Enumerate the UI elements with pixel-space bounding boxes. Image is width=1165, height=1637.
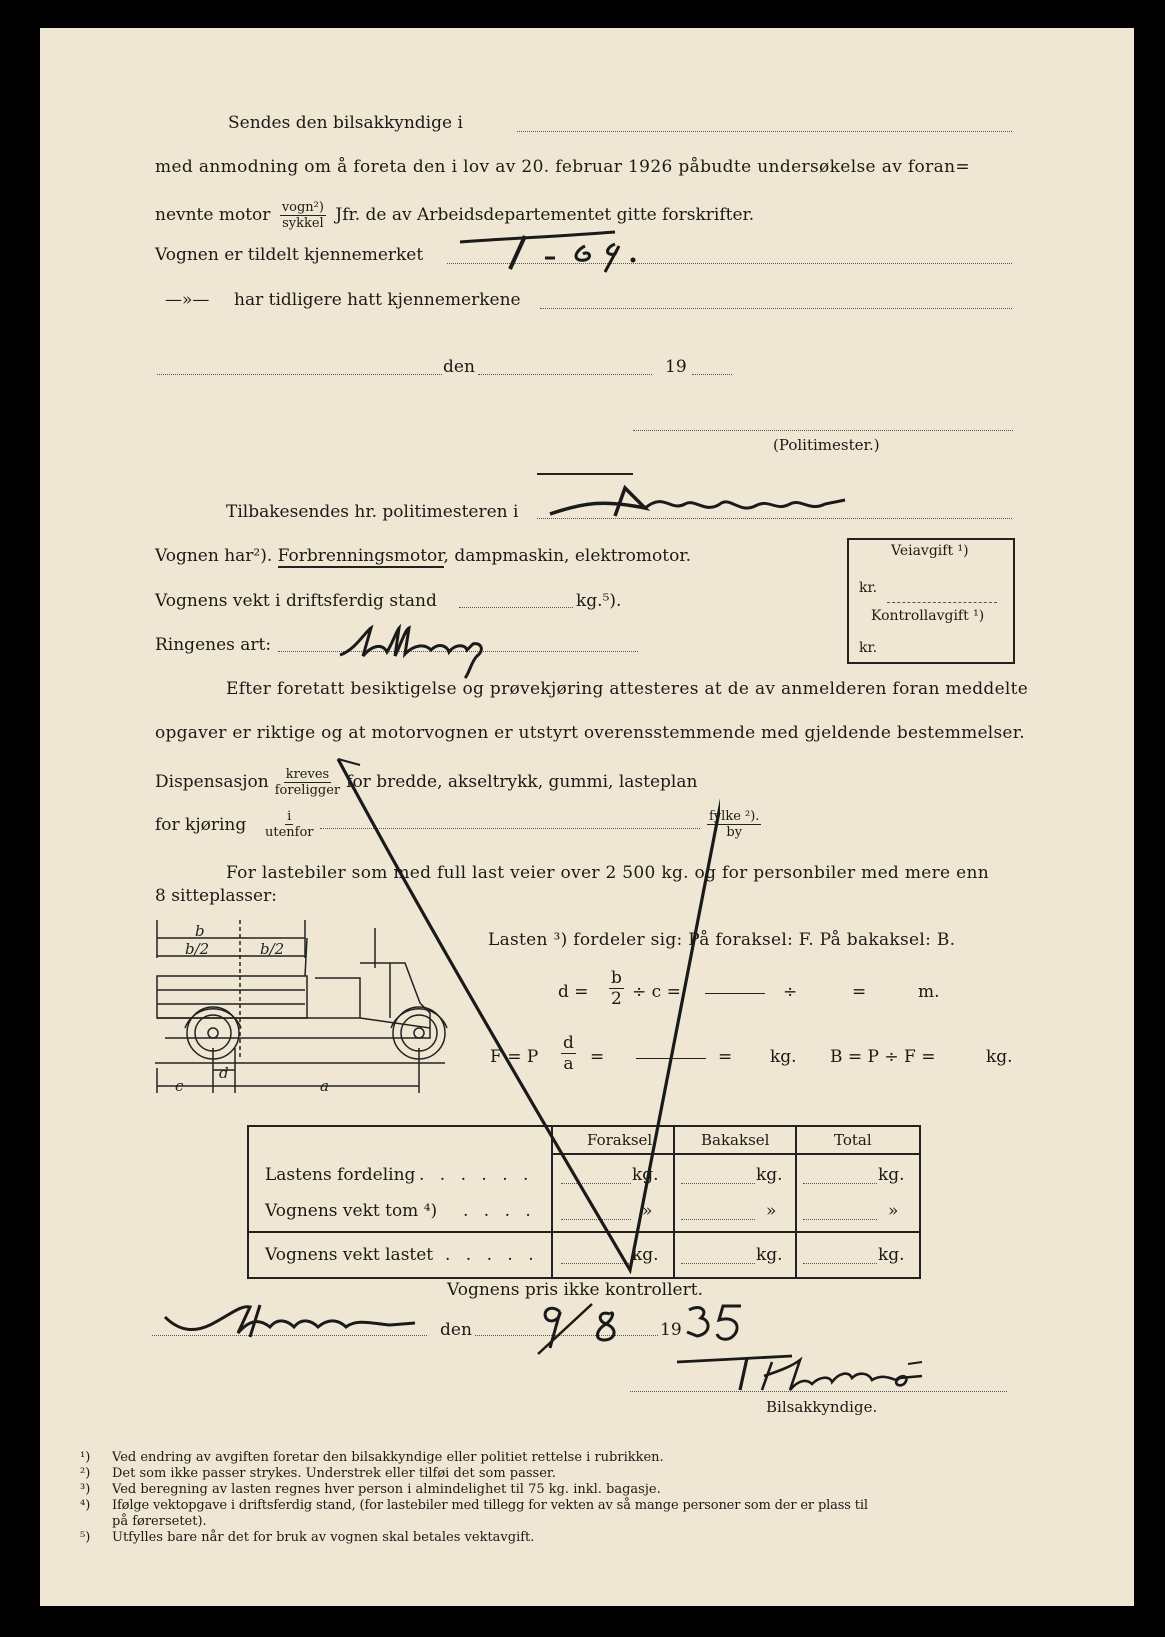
lastebiler-line1: For lastebiler som med full last veier over 2 500 kg. og for personbiler med mere enn	[226, 863, 989, 883]
pris-text: Vognens pris ikke kontrollert.	[447, 1280, 703, 1300]
motor-rest: , dampmaskin, elektromotor.	[443, 546, 691, 566]
ballong-handwriting	[335, 620, 515, 680]
footer-year-handwriting	[683, 1302, 753, 1347]
div-sign: ÷	[783, 982, 798, 1002]
footer-date-handwriting	[530, 1300, 640, 1355]
i-utenfor-fraction	[263, 809, 316, 840]
kg-unit-1: kg.	[770, 1047, 797, 1067]
footnote-3-text: Ved beregning av lasten regnes hver person i almindelighet til 75 kg. inkl. bagasje.	[112, 1482, 661, 1497]
vekt-field[interactable]	[459, 607, 573, 608]
col-divider-3	[795, 1127, 797, 1277]
row-leader-1: . . . . . .	[419, 1165, 534, 1185]
lastebiler-line2: 8 sitteplasser:	[155, 886, 277, 906]
year-field[interactable]	[692, 374, 732, 375]
politimester-signature-field[interactable]	[633, 430, 1013, 431]
diagram-label-d: d	[219, 1064, 229, 1082]
foreligger-label: foreligger	[274, 783, 341, 798]
kreves-label: kreves	[285, 767, 330, 782]
den-label: den	[443, 357, 475, 377]
footnote-4-mark: ⁴)	[80, 1498, 91, 1513]
unit-lastet-total: kg.	[878, 1245, 905, 1265]
eq-sign-3: =	[718, 1047, 733, 1067]
separator-line	[537, 473, 633, 475]
footnote-1-mark: ¹)	[80, 1450, 91, 1465]
unit-lastet-bakaksel: kg.	[756, 1245, 783, 1265]
header-bakaksel: Bakaksel	[701, 1131, 770, 1149]
footnote-5-mark: ⁵)	[80, 1530, 91, 1545]
attest-line1: Efter foretatt besiktigelse og prøvekjøring attesteres at de av anmelderen foran meddelte	[226, 679, 1029, 699]
diagram-label-b2-right: b/2	[260, 940, 285, 958]
vognen-har-line	[155, 546, 691, 566]
footnote-3-mark: ³)	[80, 1482, 91, 1497]
footer-den-label: den	[440, 1320, 472, 1340]
footnote-4b-text: på førersetet).	[112, 1514, 207, 1529]
anmodning-text: med anmodning om å foreta den i lov av 20. februar 1926 påbudte undersøkelse av foran=	[155, 157, 970, 177]
sendes-label: Sendes den bilsakkyndige i	[228, 113, 463, 133]
eq-sign-2: =	[590, 1047, 605, 1067]
B-equals: B = P ÷ F =	[830, 1047, 936, 1067]
unit-fordeling-foraksel: kg.	[632, 1165, 659, 1185]
veiavgift-kr: kr.	[859, 580, 878, 596]
footnote-2-mark: ²)	[80, 1466, 91, 1481]
footnote-2-text: Det som ikke passer strykes. Understrek eller tilføi det som passer.	[112, 1466, 556, 1481]
vognen-har-label: Vognen har²).	[155, 546, 273, 566]
nevnte-motor-label: nevnte motor	[155, 205, 271, 225]
fee-box	[847, 538, 1015, 664]
unit-tom-foraksel: »	[642, 1201, 653, 1221]
utenfor-label: utenfor	[265, 825, 314, 840]
lasten-text: Lasten ³) fordeler sig: På foraksel: F. På bakaksel: B.	[488, 930, 956, 950]
footer-year-prefix: 19	[660, 1320, 682, 1340]
row-label-fordeling: Lastens fordeling	[265, 1165, 416, 1185]
politimester-label: (Politimester.)	[773, 436, 880, 454]
unit-tom-total: »	[888, 1201, 899, 1221]
tidligere-label: har tidligere hatt kjennemerkene	[234, 290, 521, 310]
kg-unit-2: kg.	[986, 1047, 1013, 1067]
sendes-field[interactable]	[517, 131, 1012, 132]
vogn-label: vogn²)	[281, 200, 324, 215]
year-prefix: 19	[665, 357, 687, 377]
diagram-label-b2-left: b/2	[185, 940, 210, 958]
alesund-handwriting	[545, 482, 855, 527]
cell-lastet-total[interactable]	[803, 1263, 877, 1264]
i-label: i	[287, 809, 292, 824]
dispensasjon-label: Dispensasjon	[155, 772, 269, 792]
tidligere-field[interactable]	[540, 308, 1012, 309]
tilbakesendes-label: Tilbakesendes hr. politimesteren i	[226, 502, 519, 522]
strikethrough-pen-stroke	[320, 755, 720, 1275]
sykkel-label: sykkel	[282, 216, 324, 231]
row-leader-2: . . . .	[463, 1201, 536, 1221]
date-field[interactable]	[478, 374, 652, 375]
jfr-text: Jfr. de av Arbeidsdepartementet gitte forskrifter.	[335, 205, 755, 225]
for-kjoring-label: for kjøring	[155, 815, 247, 835]
footer-place-handwriting	[160, 1297, 420, 1342]
bilsakkyndige-signature	[672, 1350, 972, 1395]
cell-tom-total[interactable]	[803, 1219, 877, 1220]
unit-fordeling-total: kg.	[878, 1165, 905, 1185]
b-num: b	[611, 968, 622, 988]
veiavgift-amount-field[interactable]	[887, 602, 997, 603]
tildelt-label: Vognen er tildelt kjennemerket	[155, 245, 424, 265]
kontrollavgift-kr: kr.	[859, 640, 878, 656]
attest-line2: opgaver er riktige og at motorvognen er utstyrt overensstemmende med gjeldende bestemmelser.	[155, 723, 1025, 743]
diagram-label-b: b	[195, 922, 205, 940]
diagram-label-c: c	[175, 1077, 184, 1095]
unit-tom-bakaksel: »	[766, 1201, 777, 1221]
m-unit: m.	[918, 982, 940, 1002]
header-foraksel: Foraksel	[587, 1131, 653, 1149]
diagram-label-a: a	[320, 1077, 329, 1095]
header-total: Total	[834, 1131, 872, 1149]
row-label-lastet: Vognens vekt lastet	[265, 1245, 434, 1265]
d-num: d	[563, 1033, 574, 1053]
row-label-tom: Vognens vekt tom ⁴)	[265, 1201, 438, 1221]
two-den: 2	[611, 989, 622, 1009]
eq-sign: =	[852, 982, 867, 1002]
footnote-4-text: Ifølge vektopgave i driftsferdig stand, (for lastebiler med tillegg for vekten av så mange personer som der er plass til	[112, 1498, 868, 1513]
kjennemerke-handwriting	[455, 224, 685, 274]
place-field[interactable]	[157, 374, 442, 375]
vekt-label: Vognens vekt i driftsferdig stand	[155, 591, 437, 611]
i-utenfor-fraction-wrap	[259, 809, 320, 840]
cell-fordeling-total[interactable]	[803, 1183, 877, 1184]
ditto-mark: —»—	[165, 290, 210, 310]
veiavgift-label: Veiavgift ¹)	[891, 543, 969, 559]
unit-fordeling-bakaksel: kg.	[756, 1165, 783, 1185]
a-den: a	[563, 1054, 574, 1074]
d-equals: d =	[558, 982, 589, 1002]
vogn-sykkel-fraction	[280, 200, 326, 231]
bilsakkyndige-label: Bilsakkyndige.	[766, 1398, 878, 1416]
by-label: by	[726, 825, 743, 840]
footnote-1-text: Ved endring av avgiften foretar den bilsakkyndige eller politiet rettelse i rubrikken.	[112, 1450, 664, 1465]
for-bredde-text: for bredde, akseltrykk, gummi, lasteplan	[346, 772, 698, 792]
kontrollavgift-label: Kontrollavgift ¹)	[871, 608, 985, 624]
c-part: ÷ c =	[632, 982, 681, 1002]
unit-lastet-foraksel: kg.	[632, 1245, 659, 1265]
vekt-unit: kg.⁵).	[576, 591, 622, 611]
footnote-5-text: Utfylles bare når det for bruk av vognen skal betales vektavgift.	[112, 1530, 535, 1545]
row-leader-3: . . . . .	[445, 1245, 539, 1265]
F-equals-P: F = P	[490, 1047, 539, 1067]
motor-selected: Forbrenningsmotor	[277, 546, 444, 566]
fylke-label: fylke ²).	[709, 809, 760, 824]
ringenes-label: Ringenes art:	[155, 635, 272, 655]
